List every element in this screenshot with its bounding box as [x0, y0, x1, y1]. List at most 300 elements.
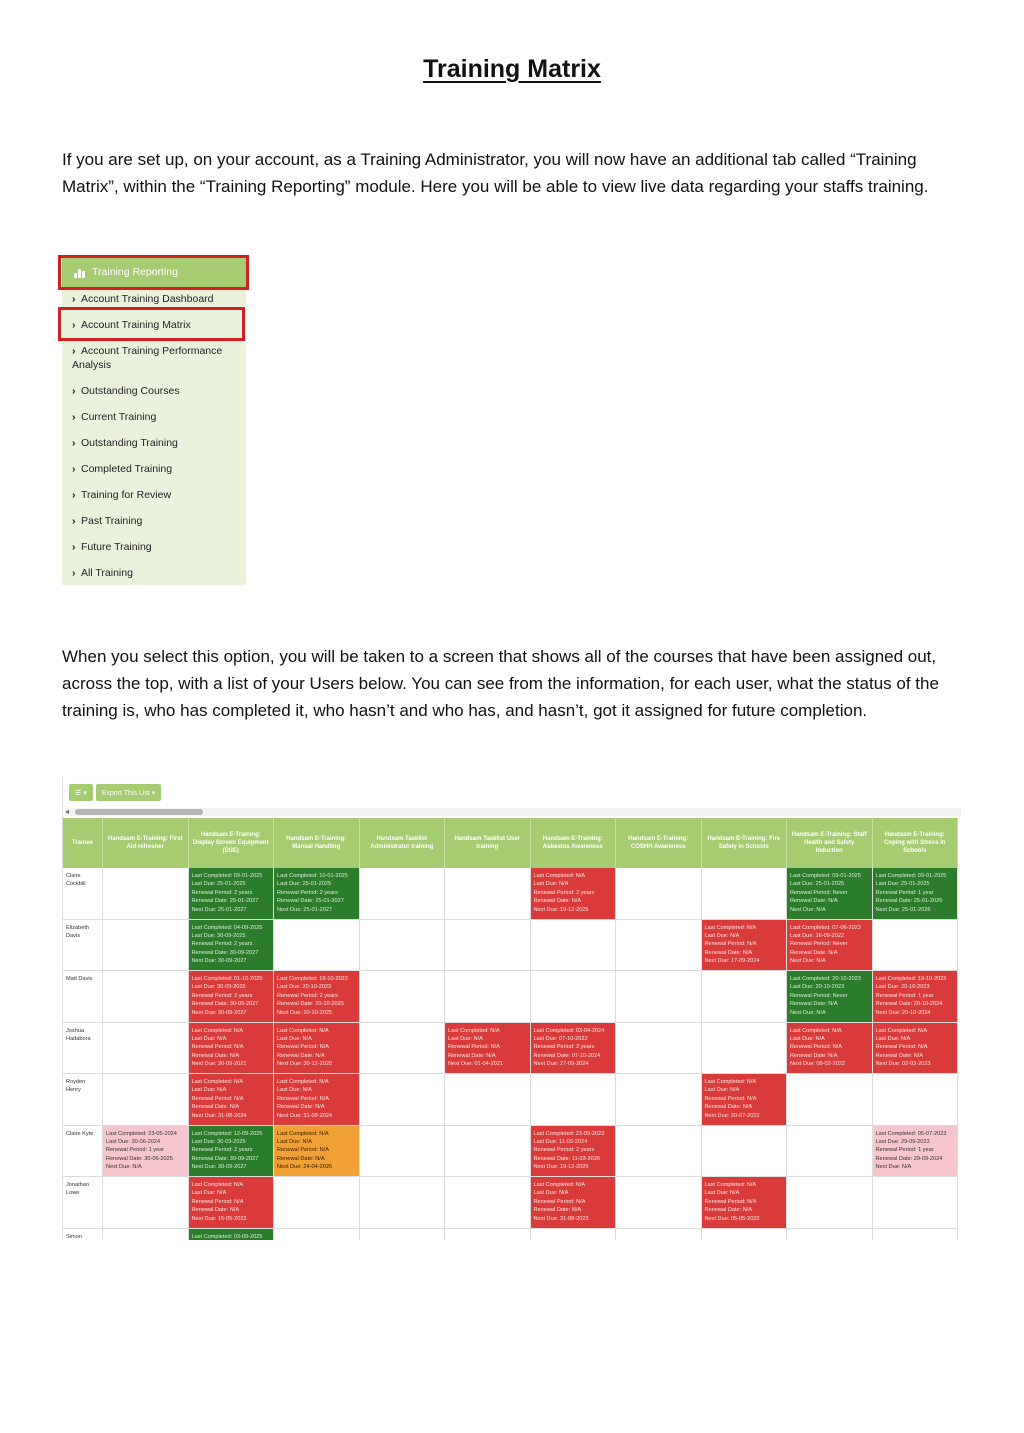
status-line: Renewal Period: 2 years	[533, 1147, 595, 1154]
training-status-cell[interactable]	[787, 971, 873, 1022]
status-line: Last Completed: 04-09-2025	[191, 924, 263, 931]
training-status-cell[interactable]	[274, 1074, 360, 1125]
training-status-cell[interactable]	[274, 971, 360, 1022]
empty-cell	[531, 1074, 617, 1125]
status-line: Last Completed: 03-09-2025	[191, 1233, 263, 1240]
status-line: Renewal Period: 2 years	[533, 889, 595, 896]
status-line: Renewal Date: N/A	[277, 1052, 325, 1059]
menu-item-outstanding-training[interactable]	[72, 436, 242, 450]
status-line: Renewal Period: 2 years	[277, 992, 338, 999]
status-line: Renewal Date: 20-10-2025	[277, 1001, 344, 1008]
table-header-row	[63, 818, 958, 868]
empty-cell	[274, 920, 360, 971]
status-line: Renewal Period: 2 years	[533, 1044, 595, 1051]
status-line: Last Due: N/A	[790, 1035, 825, 1042]
empty-cell	[616, 1177, 702, 1228]
training-status-cell[interactable]	[531, 868, 617, 919]
scroll-left-icon[interactable]: ◂	[65, 807, 70, 816]
empty-cell	[616, 1023, 702, 1074]
status-line: Last Completed: N/A	[191, 1182, 244, 1188]
status-line: Next Due: 31-08-2024	[191, 1112, 247, 1119]
empty-cell	[103, 868, 189, 919]
empty-cell	[873, 1177, 959, 1228]
empty-cell	[360, 1177, 446, 1228]
menu-item-label: Training for Review	[81, 489, 172, 501]
training-status-cell[interactable]	[787, 868, 873, 919]
empty-cell	[702, 1229, 788, 1241]
table-row	[63, 1177, 958, 1229]
status-line: Renewal Period: N/A	[790, 1044, 842, 1051]
training-status-cell[interactable]	[189, 971, 275, 1022]
status-line: Renewal Date: 30-09-2027	[191, 1155, 259, 1162]
status-line: Next Due: 01-04-2021	[448, 1061, 504, 1068]
horizontal-scrollbar[interactable]	[65, 808, 961, 816]
empty-cell	[616, 920, 702, 971]
status-line: Renewal Date: N/A	[191, 1207, 240, 1214]
training-status-cell[interactable]	[189, 1023, 275, 1074]
training-status-cell[interactable]	[702, 920, 788, 971]
table-row	[63, 1126, 958, 1178]
status-line: Last Due: 16-09-2022	[790, 932, 845, 939]
status-line: Renewal Date: N/A	[790, 1001, 838, 1008]
status-line: Renewal Date: 30-09-2027	[191, 949, 259, 956]
status-line: Renewal Date: 30-09-2027	[191, 1001, 259, 1008]
status-line: Next Due: 17-09-2024	[704, 958, 760, 965]
menu-item-training-for-review[interactable]	[72, 488, 242, 502]
training-status-cell[interactable]	[274, 1126, 360, 1177]
status-line: Renewal Period: Never	[790, 889, 848, 896]
status-line: Next Due: 31-08-2024	[277, 1112, 333, 1119]
status-line: Renewal Period: Never	[790, 941, 848, 948]
status-line: Last Due: 25-01-2025	[277, 881, 332, 888]
empty-cell	[787, 1177, 873, 1228]
status-line: Renewal Date: N/A	[533, 898, 582, 905]
empty-cell	[360, 1126, 446, 1177]
status-line: Renewal Date: N/A	[448, 1052, 496, 1059]
empty-cell	[531, 920, 617, 971]
status-line: Last Completed: 19-10-2023	[875, 976, 947, 982]
trainee-name[interactable]: Simon	[63, 1229, 103, 1241]
empty-cell	[873, 1229, 959, 1241]
menu-item-label: All Training	[81, 567, 133, 579]
chevron-right-icon: ›	[72, 541, 76, 553]
empty-cell	[616, 1126, 702, 1177]
training-status-cell[interactable]	[103, 1126, 189, 1177]
training-status-cell[interactable]	[189, 1126, 275, 1177]
table-row	[63, 920, 958, 972]
status-line: Last Due: 20-10-2023	[790, 984, 845, 991]
menu-item-label: Outstanding Training	[81, 437, 178, 449]
empty-cell	[873, 1074, 959, 1125]
status-line: Next Due: 25-01-2027	[277, 906, 333, 913]
training-status-cell[interactable]	[702, 1177, 788, 1228]
menu-item-label: Completed Training	[81, 463, 173, 475]
empty-cell	[103, 1074, 189, 1125]
matrix-toolbar	[69, 784, 161, 802]
empty-cell	[103, 971, 189, 1022]
status-line: Renewal Period: N/A	[277, 1147, 329, 1154]
list-menu-button[interactable]: ☰ ▾	[69, 784, 93, 801]
empty-cell	[445, 1229, 531, 1241]
status-line: Last Due: N/A	[277, 1087, 312, 1094]
status-line: Renewal Date: N/A	[704, 1104, 753, 1111]
column-header-course[interactable]: Handsam E-Training: First Aid refresher	[103, 818, 189, 868]
training-status-cell[interactable]	[274, 868, 360, 919]
empty-cell	[445, 920, 531, 971]
status-line: Last Completed: N/A	[875, 1027, 928, 1034]
status-line: Last Due: 29-09-2023	[875, 1138, 930, 1145]
empty-cell	[531, 1229, 617, 1241]
training-status-cell[interactable]	[189, 1074, 275, 1125]
status-line: Renewal Period: Never	[790, 992, 848, 999]
status-line: Renewal Period: 1 year	[875, 1147, 934, 1154]
chevron-right-icon: ›	[72, 293, 76, 305]
training-status-cell[interactable]	[189, 1229, 275, 1241]
status-line: Last Completed: N/A	[533, 1182, 586, 1188]
status-line: Renewal Date: N/A	[191, 1052, 240, 1059]
table-row	[63, 1074, 958, 1126]
menu-item-current-training[interactable]	[72, 410, 242, 424]
empty-cell	[702, 971, 788, 1022]
empty-cell	[360, 868, 446, 919]
training-status-cell[interactable]	[873, 868, 959, 919]
empty-cell	[616, 868, 702, 919]
empty-cell	[360, 920, 446, 971]
chevron-right-icon: ›	[72, 567, 76, 579]
menu-item-outstanding-courses[interactable]	[72, 384, 242, 398]
status-line: Renewal Period: N/A	[191, 1095, 244, 1102]
status-line: Last Completed: 05-07-2023	[875, 1130, 947, 1137]
training-status-cell[interactable]	[873, 1023, 959, 1074]
column-header-course[interactable]: Handsam E-Training: Coping with Stress in Schools	[873, 818, 959, 868]
empty-cell	[616, 1074, 702, 1125]
chevron-right-icon: ›	[72, 515, 76, 527]
status-line: Last Due: N/A	[533, 1190, 569, 1197]
chevron-right-icon: ›	[72, 463, 76, 475]
status-line: Last Completed: 01-10-2025	[191, 976, 263, 982]
menu-item-account-training-dashboard[interactable]	[72, 292, 242, 306]
status-line: Renewal Date: N/A	[875, 1052, 924, 1059]
menu-header-label: Training Reporting	[92, 266, 178, 278]
status-line: Renewal Date: N/A	[277, 1155, 325, 1162]
menu-item-label: Account Training Matrix	[81, 319, 191, 331]
status-line: Renewal Date: 25-01-2027	[277, 898, 344, 905]
empty-cell	[873, 920, 959, 971]
status-line: Last Completed: 19-10-2023	[277, 976, 348, 982]
status-line: Renewal Period: 1 year	[106, 1147, 165, 1154]
status-line: Renewal Period: N/A	[277, 1095, 329, 1102]
status-line: Last Due: N/A	[191, 1035, 227, 1042]
training-status-cell[interactable]	[873, 1126, 959, 1177]
empty-cell	[616, 1229, 702, 1241]
status-line: Last Due: N/A	[448, 1035, 483, 1042]
training-status-cell[interactable]	[531, 1177, 617, 1228]
empty-cell	[445, 1126, 531, 1177]
training-status-cell[interactable]	[787, 920, 873, 971]
training-status-cell[interactable]	[445, 1023, 531, 1074]
status-line: Next Due: N/A	[790, 906, 826, 913]
status-line: Last Completed: 03-04-2024	[533, 1027, 605, 1034]
status-line: Last Due: 30-09-2025	[191, 984, 246, 991]
status-line: Renewal Date: 25-01-2026	[875, 898, 943, 905]
status-line: Renewal Date: N/A	[277, 1104, 325, 1111]
status-line: Renewal Period: N/A	[704, 1198, 757, 1205]
status-line: Next Due: 30-09-2027	[191, 958, 247, 965]
intro-paragraph: If you are set up, on your account, as a Training Administrator, you will now have an additional tab called “Training Matrix”, within the “Training Reporting” module. Here you will be able to view live data regarding your staffs training.	[62, 150, 929, 196]
status-line: Last Completed: 10-01-2025	[277, 873, 348, 879]
highlight-box-account-training-matrix	[58, 307, 245, 341]
status-line: Renewal Date: N/A	[790, 949, 838, 956]
status-line: Last Completed: N/A	[533, 873, 586, 879]
status-line: Next Due: 30-12-2020	[277, 1061, 333, 1068]
status-line: Last Due: N/A	[191, 1190, 227, 1197]
empty-cell	[445, 1177, 531, 1228]
status-line: Renewal Period: 2 years	[191, 889, 253, 896]
status-line: Next Due: 20-07-2022	[704, 1112, 760, 1119]
menu-item-label: Future Training	[81, 541, 152, 553]
status-line: Next Due: N/A	[106, 1164, 142, 1171]
chevron-right-icon: ›	[72, 411, 76, 423]
training-matrix-screenshot	[62, 778, 962, 1240]
status-line: Renewal Period: N/A	[704, 941, 757, 948]
chevron-right-icon: ›	[72, 385, 76, 397]
status-line: Last Due: 30-06-2024	[106, 1138, 161, 1145]
status-line: Renewal Date: N/A	[533, 1207, 582, 1214]
status-line: Renewal Period: 1 year	[875, 992, 934, 999]
status-line: Next Due: 20-10-2024	[875, 1009, 931, 1016]
column-header-course[interactable]: Handsam Tasklist Administrator training	[360, 818, 446, 868]
status-line: Next Due: N/A	[875, 1164, 912, 1171]
column-header-course[interactable]: Handsam E-Training: Manual Handling	[274, 818, 360, 868]
status-line: Next Due: 25-01-2026	[875, 906, 931, 913]
empty-cell	[103, 1177, 189, 1228]
status-line: Renewal Period: 2 years	[191, 941, 253, 948]
status-line: Renewal Date: 07-10-2024	[533, 1052, 601, 1059]
status-line: Last Completed: 20-10-2023	[790, 976, 861, 982]
status-line: Last Due: N/A	[704, 932, 740, 939]
status-line: Last Due: N/A	[704, 1087, 740, 1094]
status-line: Renewal Period: N/A	[875, 1044, 928, 1051]
training-status-cell[interactable]	[873, 971, 959, 1022]
table-row	[63, 1229, 958, 1241]
chevron-right-icon: ›	[72, 489, 76, 501]
empty-cell	[445, 1074, 531, 1125]
status-line: Next Due: 15-05-2022	[191, 1215, 247, 1222]
empty-cell	[103, 1229, 189, 1241]
status-line: Next Due: 05-05-2022	[704, 1215, 760, 1222]
status-line: Renewal Period: 1 year	[875, 889, 934, 896]
status-line: Next Due: 19-12-2025	[533, 906, 589, 913]
status-line: Next Due: 30-09-2027	[191, 1164, 247, 1171]
trainee-name[interactable]: Claire Kyte	[63, 1126, 103, 1177]
empty-cell	[274, 1229, 360, 1241]
status-line: Last Due: 20-10-2023	[277, 984, 332, 991]
status-line: Renewal Period: N/A	[191, 1198, 244, 1205]
status-line: Last Completed: 09-01-2025	[875, 873, 947, 879]
status-line: Renewal Date: N/A	[704, 1207, 753, 1214]
status-line: Next Due: 31-08-2023	[533, 1215, 589, 1222]
status-line: Last Completed: N/A	[448, 1027, 500, 1034]
status-line: Renewal Date: 11-03-2026	[533, 1155, 600, 1162]
status-line: Renewal Date: N/A	[191, 1104, 240, 1111]
status-line: Last Completed: 12-09-2025	[191, 1130, 263, 1137]
empty-cell	[445, 868, 531, 919]
status-line: Last Completed: N/A	[277, 1130, 329, 1137]
status-line: Next Due: 20-10-2025	[277, 1009, 333, 1016]
status-line: Last Due: 25-01-2025	[790, 881, 845, 888]
status-line: Renewal Period: 2 years	[191, 1147, 253, 1154]
empty-cell	[787, 1229, 873, 1241]
table-row	[63, 971, 958, 1023]
status-line: Last Completed: N/A	[704, 1079, 757, 1085]
status-line: Last Due: N/A	[277, 1035, 312, 1042]
status-line: Renewal Date: 29-09-2024	[875, 1155, 943, 1162]
empty-cell	[531, 971, 617, 1022]
trainee-name[interactable]: Elizabeth Davis	[63, 920, 103, 971]
status-line: Last Due: 30-09-2025	[191, 932, 246, 939]
menu-item-account-training-performance-analysis[interactable]	[72, 344, 242, 372]
table-row	[63, 868, 958, 920]
status-line: Renewal Date: N/A	[790, 898, 838, 905]
scrollbar-thumb[interactable]	[75, 809, 203, 815]
trainee-name[interactable]: Royden Henry	[63, 1074, 103, 1125]
chevron-right-icon: ›	[72, 345, 76, 357]
chevron-right-icon: ›	[72, 319, 76, 331]
status-line: Renewal Period: 2 years	[191, 992, 253, 999]
training-matrix-table	[63, 818, 958, 1240]
empty-cell	[360, 1074, 446, 1125]
highlight-box-training-reporting	[58, 255, 249, 290]
menu-item-label: Account Training Dashboard	[81, 293, 214, 305]
status-line: Renewal Date: 30-06-2025	[106, 1155, 173, 1162]
status-line: Renewal Period: N/A	[277, 1044, 329, 1051]
column-header-trainee[interactable]: Trainee	[63, 818, 103, 868]
export-list-button[interactable]: Export This List ▾	[96, 784, 162, 801]
matrix-description-paragraph: When you select this option, you will be taken to a screen that shows all of the courses that have been assigned out, across the top, with a list of your Users below. You can see from the information, for each user, what the status of the training is, who has completed it, who hasn’t and who has, and hasn’t, got it assigned for future completion.	[62, 647, 939, 720]
status-line: Renewal Date: N/A	[704, 949, 753, 956]
status-line: Last Completed: 07-06-2023	[790, 924, 861, 931]
status-line: Last Due: 25-01-2025	[875, 881, 930, 888]
training-status-cell[interactable]	[702, 1074, 788, 1125]
training-status-cell[interactable]	[189, 1177, 275, 1228]
status-line: Next Due: 24-04-2026	[277, 1164, 333, 1171]
status-line: Last Completed: N/A	[277, 1027, 329, 1034]
column-header-course[interactable]: Handsam E-Training: COSHH Awareness	[616, 818, 702, 868]
menu-item-past-training[interactable]	[72, 514, 242, 528]
status-line: Last Due: 11-03-2024	[533, 1138, 588, 1145]
status-line: Renewal Date: 20-10-2024	[875, 1001, 943, 1008]
status-line: Renewal Date: 25-01-2027	[191, 898, 259, 905]
empty-cell	[103, 1023, 189, 1074]
empty-cell	[274, 1177, 360, 1228]
status-line: Last Completed: 23-05-2024	[106, 1130, 177, 1137]
status-line: Last Due: N/A	[875, 1035, 911, 1042]
chevron-right-icon: ›	[72, 437, 76, 449]
document-title: Training Matrix	[423, 55, 601, 83]
training-status-cell[interactable]	[531, 1023, 617, 1074]
status-line: Last Completed: N/A	[277, 1079, 329, 1085]
status-line: Last Completed: N/A	[191, 1079, 244, 1085]
column-header-course[interactable]: Handsam E-Training: Staff Health and Safety Induction	[787, 818, 873, 868]
trainee-name[interactable]: Joshua Hadabora	[63, 1023, 103, 1074]
status-line: Last Completed: 09-01-2025	[191, 873, 263, 879]
menu-item-label: Past Training	[81, 515, 143, 527]
table-row	[63, 1023, 958, 1075]
menu-item-label: Account Training Performance Analysis	[72, 345, 223, 371]
empty-cell	[787, 1126, 873, 1177]
status-line: Renewal Period: 2 years	[277, 889, 338, 896]
status-line: Renewal Period: N/A	[191, 1044, 244, 1051]
status-line: Last Due: 07-10-2022	[533, 1035, 588, 1042]
column-header-course[interactable]: Handsam E-Training: Asbestos Awareness	[531, 818, 617, 868]
status-line: Last Due: N/A	[191, 1087, 227, 1094]
empty-cell	[702, 868, 788, 919]
status-line: Next Due: N/A	[790, 1009, 826, 1016]
empty-cell	[103, 920, 189, 971]
column-header-course[interactable]: Handsam E-Training: Display Screen Equipment (DSE)	[189, 818, 275, 868]
menu-item-label: Outstanding Courses	[81, 385, 180, 397]
status-line: Renewal Period: N/A	[704, 1095, 757, 1102]
status-line: Next Due: 19-12-2025	[533, 1164, 589, 1171]
empty-cell	[445, 971, 531, 1022]
empty-cell	[360, 1229, 446, 1241]
status-line: Last Due: N/A	[704, 1190, 740, 1197]
trainee-name[interactable]: Matt Davis	[63, 971, 103, 1022]
status-line: Last Due: 25-01-2025	[191, 881, 246, 888]
column-header-course[interactable]: Handsam Tasklist User training	[445, 818, 531, 868]
status-line: Next Due: 25-01-2027	[191, 906, 247, 913]
menu-item-label: Current Training	[81, 411, 157, 423]
empty-cell	[787, 1074, 873, 1125]
status-line: Last Completed: N/A	[191, 1027, 244, 1034]
training-status-cell[interactable]	[274, 1023, 360, 1074]
status-line: Last Due: 20-10-2023	[875, 984, 930, 991]
menu-item-completed-training[interactable]	[72, 462, 242, 476]
status-line: Next Due: 08-02-2022	[790, 1061, 846, 1068]
status-line: Next Due: 30-09-2027	[191, 1009, 247, 1016]
status-line: Last Completed: N/A	[790, 1027, 842, 1034]
empty-cell	[360, 971, 446, 1022]
trainee-name[interactable]: Claire Cockbill	[63, 868, 103, 919]
status-line: Last Completed: N/A	[704, 1182, 757, 1188]
status-line: Last Completed: 23-09-2023	[533, 1130, 605, 1137]
empty-cell	[616, 971, 702, 1022]
training-status-cell[interactable]	[189, 920, 275, 971]
status-line: Next Due: 30-09-2021	[191, 1061, 247, 1068]
status-line: Renewal Period: N/A	[533, 1198, 586, 1205]
empty-cell	[360, 1023, 446, 1074]
status-line: Last Due: 30-09-2025	[191, 1138, 246, 1145]
menu-item-future-training[interactable]	[72, 540, 242, 554]
menu-item-all-training[interactable]	[72, 566, 242, 580]
trainee-name[interactable]: Jonathan Lowe	[63, 1177, 103, 1228]
status-line: Next Due: 02-03-2023	[875, 1061, 931, 1068]
status-line: Last Completed: 09-01-2025	[790, 873, 861, 879]
status-line: Last Due: N/A	[277, 1138, 312, 1145]
training-status-cell[interactable]	[189, 868, 275, 919]
status-line: Renewal Date: N/A	[790, 1052, 838, 1059]
training-status-cell[interactable]	[787, 1023, 873, 1074]
empty-cell	[702, 1023, 788, 1074]
status-line: Next Due: 27-09-2024	[533, 1061, 589, 1068]
status-line: Next Due: N/A	[790, 958, 826, 965]
status-line: Last Due: N/A	[533, 881, 569, 888]
empty-cell	[702, 1126, 788, 1177]
training-status-cell[interactable]	[531, 1126, 617, 1177]
status-line: Renewal Period: N/A	[448, 1044, 500, 1051]
status-line: Last Completed: N/A	[704, 924, 757, 931]
column-header-course[interactable]: Handsam E-Training: Fire Safety in Schools	[702, 818, 788, 868]
